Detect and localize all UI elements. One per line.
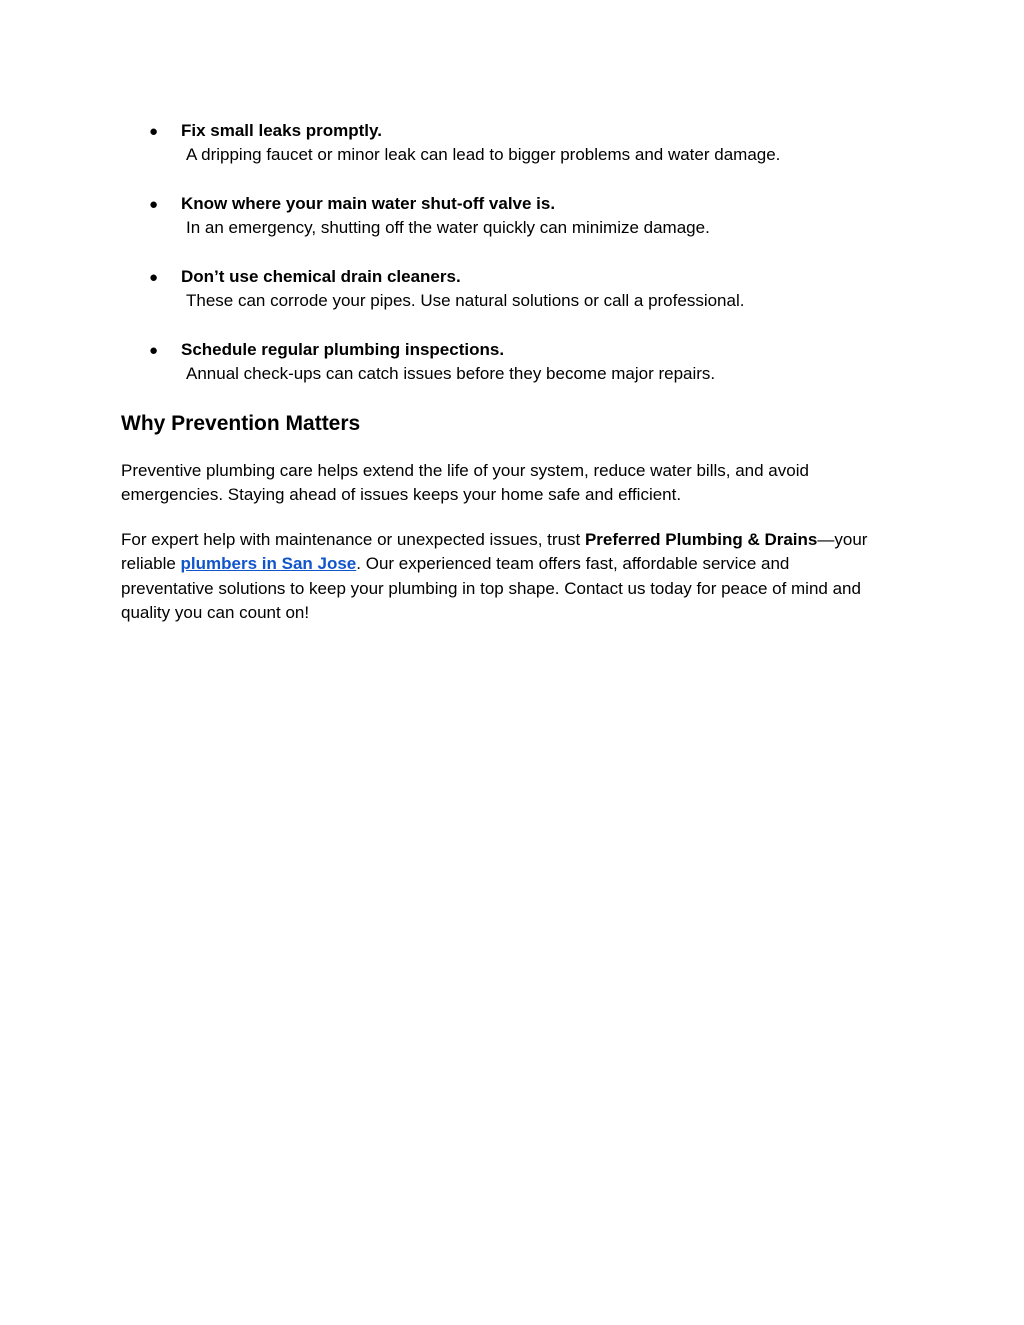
contact-text-intro: For expert help with maintenance or unexpected issues, trust: [121, 530, 585, 549]
bullet-icon: ●: [149, 342, 159, 359]
tip-title: Fix small leaks promptly.: [181, 121, 382, 140]
contact-paragraph: [121, 528, 881, 626]
tip-title: Schedule regular plumbing inspections.: [181, 340, 505, 359]
bullet-icon: ●: [149, 196, 159, 213]
list-item: [0, 119, 1024, 192]
contact-text-outro: . Our experienced team offers fast, affordable service and preventative solutions to keep your plumbing in top shape. Contact us today for peace of mind and quality you can count on!: [121, 554, 861, 623]
list-item: [0, 265, 1024, 338]
bullet-icon: ●: [149, 123, 159, 140]
tip-body: A dripping faucet or minor leak can lead to bigger problems and water damage.: [186, 145, 781, 164]
prevention-paragraph: Preventive plumbing care helps extend the life of your system, reduce water bills, and avoid emergencies. Staying ahead of issues keeps your home safe and efficient.: [121, 461, 809, 505]
tip-body: These can corrode your pipes. Use natural solutions or call a professional.: [186, 291, 745, 310]
list-item: [0, 338, 1024, 411]
section-heading: Why Prevention Matters: [121, 412, 361, 435]
tip-body: In an emergency, shutting off the water quickly can minimize damage.: [186, 218, 710, 237]
tip-title: Don’t use chemical drain cleaners.: [181, 267, 461, 286]
tip-title: Know where your main water shut-off valve is.: [181, 194, 556, 213]
tips-list: [0, 119, 1024, 411]
company-name: Preferred Plumbing & Drains: [584, 530, 818, 549]
tip-body: Annual check-ups can catch issues before they become major repairs.: [186, 364, 716, 383]
list-item: [0, 192, 1024, 265]
bullet-icon: ●: [149, 269, 159, 286]
plumbers-san-jose-link[interactable]: plumbers in San Jose: [180, 554, 357, 574]
contact-text-middle: —your reliable: [121, 530, 868, 574]
